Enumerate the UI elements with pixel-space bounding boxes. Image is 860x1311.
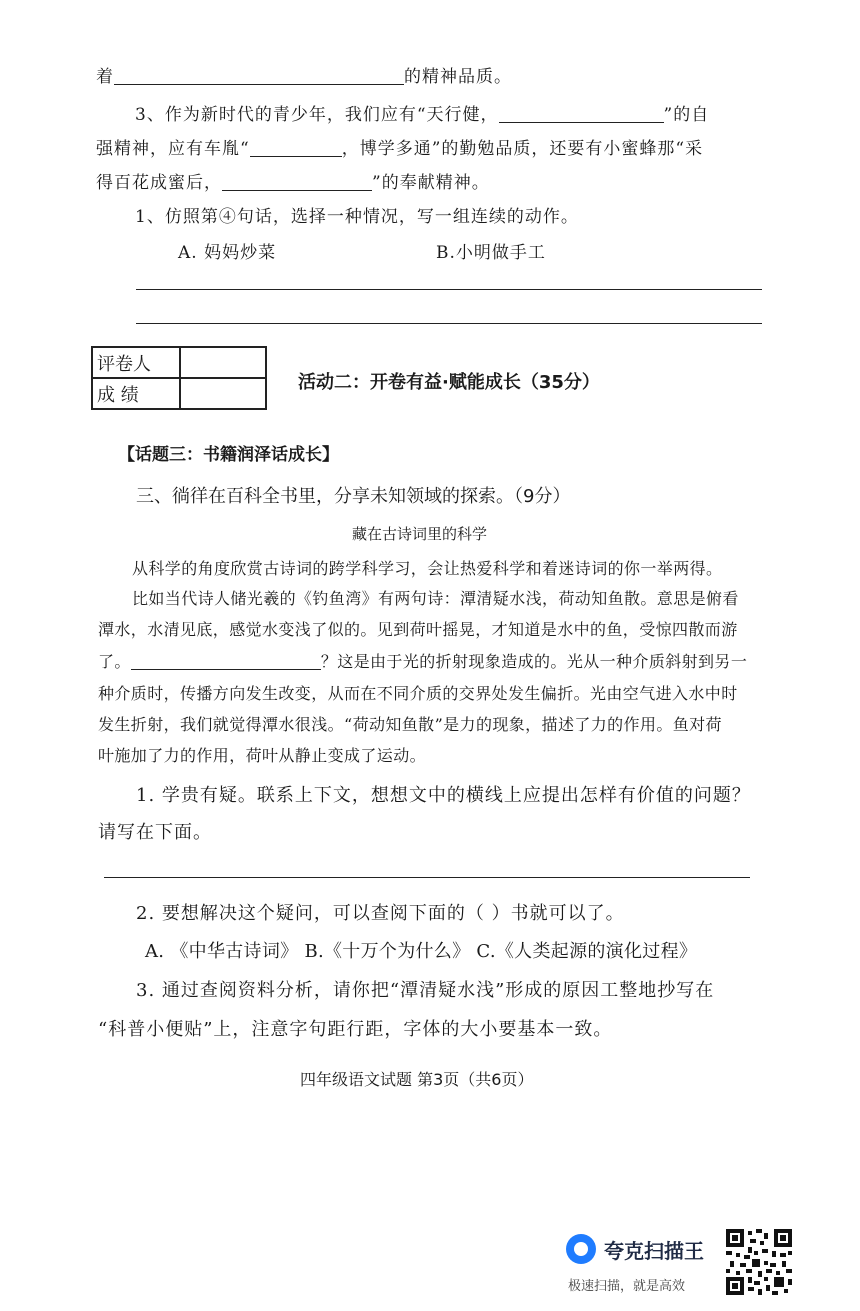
- question-2-options: A. 《中华古诗词》 B.《十万个为什么》 C.《人类起源的演化过程》: [145, 941, 698, 962]
- grader-label: 评卷人: [92, 347, 180, 378]
- question-3-line-1: 3. 通过查阅资料分析，请你把“潭清疑水浅”形成的原因工整地抄写在: [136, 980, 715, 1001]
- article-p2-line-3: 了。 ？这是由于光的折射现象造成的。光从一种介质斜射到另一: [98, 652, 748, 671]
- answer-blank-3[interactable]: [250, 139, 342, 157]
- score-cell[interactable]: [180, 378, 266, 409]
- option-b: B.小明做手工: [436, 243, 546, 263]
- question-imitate: 1、仿照第④句话，选择一种情况，写一组连续的动作。: [135, 207, 579, 227]
- activity-title: 活动二：开卷有益·赋能成长（35分）: [298, 372, 600, 393]
- question-1-line-2: 请写在下面。: [98, 822, 212, 843]
- question-1-answer-line[interactable]: [104, 877, 750, 878]
- line-1: 着 的精神品质。: [96, 67, 512, 87]
- option-a: A. 妈妈炒菜: [178, 243, 277, 263]
- article-p2-line-6: 叶施加了力的作用，荷叶从静止变成了运动。: [98, 746, 427, 765]
- topic-title: 【话题三：书籍润泽话成长】: [118, 445, 339, 465]
- section-title: 三、徜徉在百科全书里，分享未知领域的探索。（9分）: [136, 486, 571, 507]
- line-2: 3、作为新时代的青少年，我们应有“天行健， ”的自: [135, 105, 710, 125]
- question-1-line-1: 1. 学贵有疑。联系上下文，想想文中的横线上应提出怎样有价值的问题？: [136, 785, 751, 806]
- brand-tagline: 极速扫描，就是高效: [568, 1279, 686, 1294]
- line-4: 得百花成蜜后， ”的奉献精神。: [96, 173, 490, 193]
- page-footer: 四年级语文试题 第3页（共6页）: [300, 1070, 534, 1089]
- answer-blank-4[interactable]: [222, 173, 372, 191]
- article-p2-line-1: 比如当代诗人储光羲的《钓鱼湾》有两句诗：潭清疑水浅，荷动知鱼散。意思是俯看: [132, 589, 739, 608]
- article-title: 藏在古诗词里的科学: [352, 525, 488, 543]
- article-p2-line-5: 发生折射，我们就觉得潭水很浅。“荷动知鱼散”是力的现象，描述了力的作用。鱼对荷: [98, 715, 722, 734]
- qr-code-icon: [726, 1229, 792, 1295]
- article-p2-line-4: 种介质时，传播方向发生改变，从而在不同介质的交界处发生偏折。光由空气进入水中时: [98, 684, 738, 703]
- answer-line-1[interactable]: [136, 289, 762, 290]
- answer-line-2[interactable]: [136, 323, 762, 324]
- quark-logo-icon: [566, 1234, 596, 1264]
- question-2: 2. 要想解决这个疑问，可以查阅下面的（ ）书就可以了。: [136, 903, 625, 924]
- question-blank[interactable]: [131, 653, 321, 670]
- answer-blank-2[interactable]: [499, 105, 664, 123]
- score-label: 成 绩: [92, 378, 180, 409]
- article-p2-line-2: 潭水，水清见底，感觉水变浅了似的。见到荷叶摇晃，才知道是水中的鱼，受惊四散而游: [98, 620, 738, 639]
- question-3-line-2: “科普小便贴”上，注意字句距行距，字体的大小要基本一致。: [98, 1019, 613, 1040]
- answer-blank-1[interactable]: [114, 67, 404, 85]
- article-p1: 从科学的角度欣赏古诗词的跨学科学习，会让热爱科学和着迷诗词的你一举两得。: [132, 559, 723, 578]
- line-3: 强精神，应有车胤“ ，博学多通”的勤勉品质，还要有小蜜蜂那“采: [96, 139, 704, 159]
- brand-name: 夸克扫描王: [604, 1239, 704, 1263]
- grader-cell[interactable]: [180, 347, 266, 378]
- grade-box: [91, 346, 267, 410]
